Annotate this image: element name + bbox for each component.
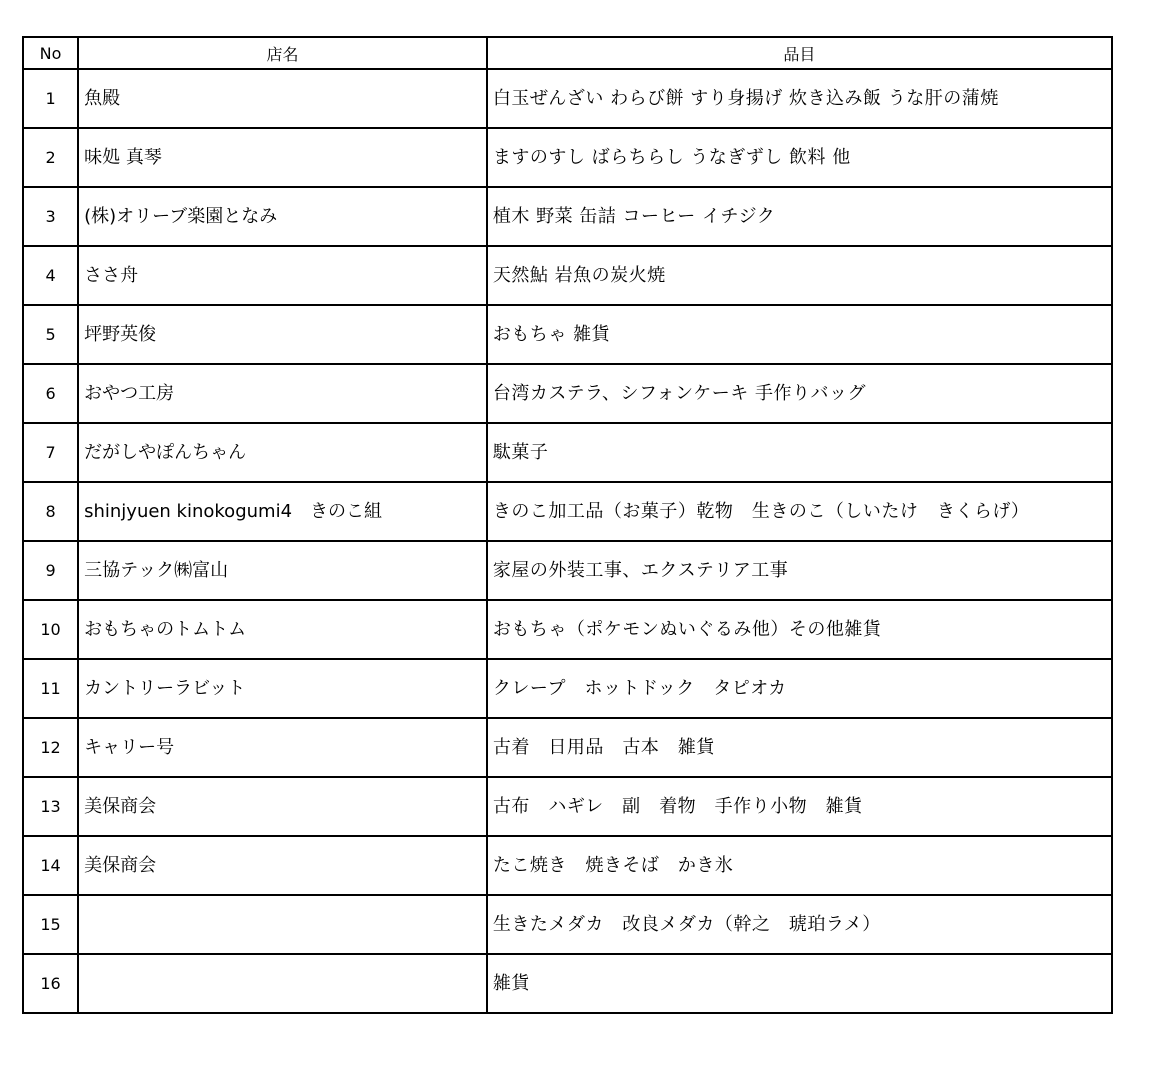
row-number: 4 bbox=[23, 246, 78, 305]
row-number: 2 bbox=[23, 128, 78, 187]
table-row bbox=[23, 600, 1112, 659]
shop-name: ささ舟 bbox=[78, 246, 487, 305]
item-list: 植木 野菜 缶詰 コーヒー イチジク bbox=[487, 187, 1112, 246]
table-row bbox=[23, 482, 1112, 541]
table-row bbox=[23, 895, 1112, 954]
item-list: 古着 日用品 古本 雑貨 bbox=[487, 718, 1112, 777]
header-shop-name: 店名 bbox=[78, 37, 487, 69]
table-row bbox=[23, 836, 1112, 895]
shop-name: 魚殿 bbox=[78, 69, 487, 128]
shop-name bbox=[78, 895, 487, 954]
shop-name: キャリー号 bbox=[78, 718, 487, 777]
item-list: 天然鮎 岩魚の炭火焼 bbox=[487, 246, 1112, 305]
item-list: きのこ加工品（お菓子）乾物 生きのこ（しいたけ きくらげ） bbox=[487, 482, 1112, 541]
vendor-table bbox=[22, 36, 1113, 1014]
row-number: 10 bbox=[23, 600, 78, 659]
table-row bbox=[23, 718, 1112, 777]
table-row bbox=[23, 69, 1112, 128]
row-number: 13 bbox=[23, 777, 78, 836]
item-list: 白玉ぜんざい わらび餅 すり身揚げ 炊き込み飯 うな肝の蒲焼 bbox=[487, 69, 1112, 128]
row-number: 8 bbox=[23, 482, 78, 541]
shop-name: 坪野英俊 bbox=[78, 305, 487, 364]
table-row bbox=[23, 187, 1112, 246]
table-row bbox=[23, 305, 1112, 364]
row-number: 3 bbox=[23, 187, 78, 246]
shop-name: 美保商会 bbox=[78, 777, 487, 836]
table-row bbox=[23, 659, 1112, 718]
table-row bbox=[23, 954, 1112, 1013]
shop-name bbox=[78, 954, 487, 1013]
shop-name: 三協テック㈱富山 bbox=[78, 541, 487, 600]
item-list: 台湾カステラ、シフォンケーキ 手作りバッグ bbox=[487, 364, 1112, 423]
table-row bbox=[23, 246, 1112, 305]
table-row bbox=[23, 541, 1112, 600]
item-list: たこ焼き 焼きそば かき氷 bbox=[487, 836, 1112, 895]
shop-name: 味処 真琴 bbox=[78, 128, 487, 187]
item-list: 雑貨 bbox=[487, 954, 1112, 1013]
table-row bbox=[23, 777, 1112, 836]
row-number: 9 bbox=[23, 541, 78, 600]
row-number: 14 bbox=[23, 836, 78, 895]
shop-name: shinjyuen kinokogumi4 きのこ組 bbox=[78, 482, 487, 541]
shop-name: おやつ工房 bbox=[78, 364, 487, 423]
table-row bbox=[23, 364, 1112, 423]
item-list: おもちゃ 雑貨 bbox=[487, 305, 1112, 364]
item-list: ますのすし ばらちらし うなぎずし 飲料 他 bbox=[487, 128, 1112, 187]
table-row bbox=[23, 423, 1112, 482]
row-number: 15 bbox=[23, 895, 78, 954]
item-list: 家屋の外装工事、エクステリア工事 bbox=[487, 541, 1112, 600]
item-list: クレープ ホットドック タピオカ bbox=[487, 659, 1112, 718]
header-items: 品目 bbox=[487, 37, 1112, 69]
item-list: 古布 ハギレ 副 着物 手作り小物 雑貨 bbox=[487, 777, 1112, 836]
shop-name: カントリーラビット bbox=[78, 659, 487, 718]
row-number: 16 bbox=[23, 954, 78, 1013]
row-number: 11 bbox=[23, 659, 78, 718]
row-number: 1 bbox=[23, 69, 78, 128]
shop-name: おもちゃのトムトム bbox=[78, 600, 487, 659]
header-row bbox=[23, 37, 1112, 69]
row-number: 5 bbox=[23, 305, 78, 364]
shop-name: 美保商会 bbox=[78, 836, 487, 895]
row-number: 7 bbox=[23, 423, 78, 482]
shop-name: (株)オリーブ楽園となみ bbox=[78, 187, 487, 246]
item-list: おもちゃ（ポケモンぬいぐるみ他）その他雑貨 bbox=[487, 600, 1112, 659]
shop-name: だがしやぽんちゃん bbox=[78, 423, 487, 482]
table-row bbox=[23, 128, 1112, 187]
row-number: 6 bbox=[23, 364, 78, 423]
item-list: 生きたメダカ 改良メダカ（幹之 琥珀ラメ） bbox=[487, 895, 1112, 954]
item-list: 駄菓子 bbox=[487, 423, 1112, 482]
row-number: 12 bbox=[23, 718, 78, 777]
header-no: No bbox=[23, 37, 78, 69]
